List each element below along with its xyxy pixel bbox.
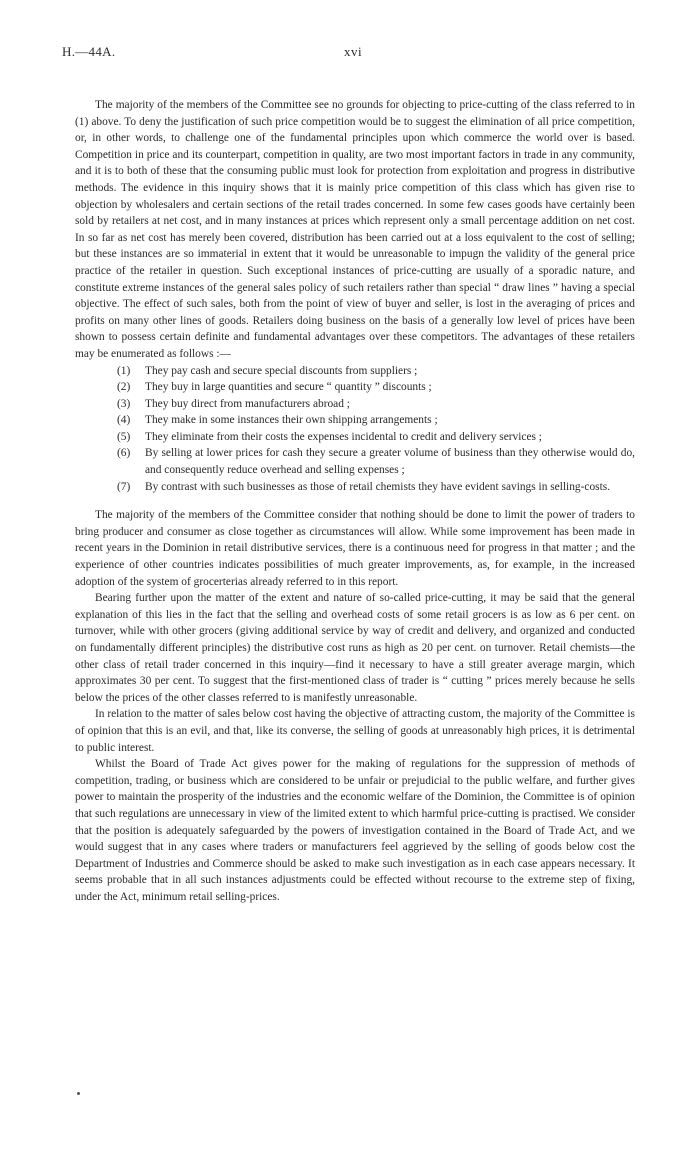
- list-item-text: They pay cash and secure special discounts from suppliers ;: [145, 364, 418, 377]
- list-item-number: (5): [117, 430, 131, 443]
- paragraph-price-cutting: The majority of the members of the Committee see no grounds for objecting to price-cutting of the class referred to in (1) above. To deny the justification of such price competition would be to suggest the elimination of all price competition, or, in other words, to challenge one of the fundamental principles upon which commerce the world over is based. Competition in price and its counterpart, competition in quality, are two most important factors in trade in any community, and it is to both of these that the consuming public must look for protection from exploitation and progress in distributive methods. The evidence in this inquiry shows that it is mainly price competition of this class which has given rise to objection by wholesalers and certain sections of the retail trades concerned. In some few cases goods have certainly been sold by retailers at net cost, and in many instances at prices which represent only a small percentage addition on net cost. In so far as net cost has merely been covered, distribution has been carried out at a loss equivalent to the cost of selling; but these instances are so immaterial in extent that it would be unreasonable to impugn the validity of the general price practice of the retailer in question. Such exceptional instances of price-cutting are usually of a sporadic nature, and constitute extreme instances of the general sales policy of such retailers rather than special “ draw lines ” having a special objective. The effect of such sales, both from the point of view of buyer and seller, is lost in the averaging of prices and profits on many other lines of goods. Retailers doing business on the basis of a generally low level of prices have been shown to possess certain definite and fundamental advantages over these competitors. The advantages of these retailers may be enumerated as follows :—: [75, 99, 635, 360]
- list-item-text: They eliminate from their costs the expenses incidental to credit and delivery services ;: [145, 430, 542, 443]
- list-item-text: They buy direct from manufacturers abroad ;: [145, 397, 350, 410]
- page-number: xvi: [344, 44, 363, 59]
- paragraph-distributive-cost: Bearing further upon the matter of the extent and nature of so-called price-cutting, it may be said that the general explanation of this lies in the fact that the selling and overhead costs of some retail grocers is as low as 6 per cent. on turnover, while with other grocers (giving additional service by way of credit and delivery, and organized and conducted on fundamentally different principles) the distributive cost runs as high as 20 per cent. on turnover. Retail chemists—the other class of retail trader concerned in this inquiry—find it necessary to have a still greater average margin, which approximates 30 per cent. To suggest that the first-mentioned class of trader is “ cutting ” prices merely because he sells below the prices of the other classes referred to is manifestly unreasonable.: [75, 592, 635, 704]
- paragraph-board-of-trade: Whilst the Board of Trade Act gives power for the making of regulations for the suppression of methods of competition, trading, or business which are considered to be unfair or prejudicial to the public welfare, and further gives power to maintain the prosperity of the industries and the economic welfare of the Dominion, the Committee is of opinion that such regulations are unnecessary in view of the limited extent to which harmful price-cutting is practised. We consider that the position is adequately safeguarded by the powers of investigation contained in the Board of Trade Act, and we would suggest that in any cases where traders or manufacturers feel aggrieved by the selling of goods below cost the Department of Industries and Commerce should be asked to make such investigation as in each case appears necessary. It seems probable that in all such instances adjustments could be effected without recourse to the extreme step of fixing, under the Act, minimum retail selling-prices.: [75, 758, 635, 903]
- list-item: [117, 445, 635, 478]
- list-item: [117, 429, 635, 446]
- list-item-number: (2): [117, 381, 131, 394]
- list-item-number: (4): [117, 414, 131, 427]
- list-item-text: They buy in large quantities and secure “ quantity ” discounts ;: [145, 381, 432, 394]
- list-item-number: (1): [117, 364, 131, 377]
- list-item-number: (7): [117, 480, 131, 493]
- paragraph-sales-below-cost: In relation to the matter of sales below cost having the objective of attracting custom, the majority of the Committee is of opinion that this is an evil, and that, like its converse, the selling of goods at unreasonably high prices, it is detrimental to public interest.: [75, 708, 635, 754]
- list-item: [117, 363, 635, 380]
- list-item-number: (3): [117, 397, 131, 410]
- list-item-text: By contrast with such businesses as those of retail chemists they have evident savings in selling-costs.: [145, 480, 611, 493]
- body-text: [75, 97, 635, 906]
- list-item-number: (6): [117, 447, 131, 460]
- list-item-text: By selling at lower prices for cash they secure a greater volume of business than they otherwise would do, and consequently reduce overhead and selling expenses ;: [145, 447, 635, 477]
- advantages-list: [75, 363, 635, 496]
- list-item-text: They make in some instances their own shipping arrangements ;: [145, 414, 438, 427]
- list-item: [117, 396, 635, 413]
- report-reference: H.—44A.: [62, 44, 116, 59]
- list-item: [117, 379, 635, 396]
- page-speck: [77, 1092, 80, 1095]
- list-item: [117, 412, 635, 429]
- list-item: [117, 479, 635, 496]
- paragraph-limit-power: The majority of the members of the Committee consider that nothing should be done to limit the power of traders to bring producer and consumer as close together as circumstances will allow. While some improvement has been made in recent years in the Dominion in retail distributive services, there is a continuous need for progress in that matter ; and the experience of other countries indicates possibilities of much greater improvements, as, for example, in the increased adoption of the system of grocerterias already referred to in this report.: [75, 509, 635, 588]
- page-header: [62, 44, 638, 64]
